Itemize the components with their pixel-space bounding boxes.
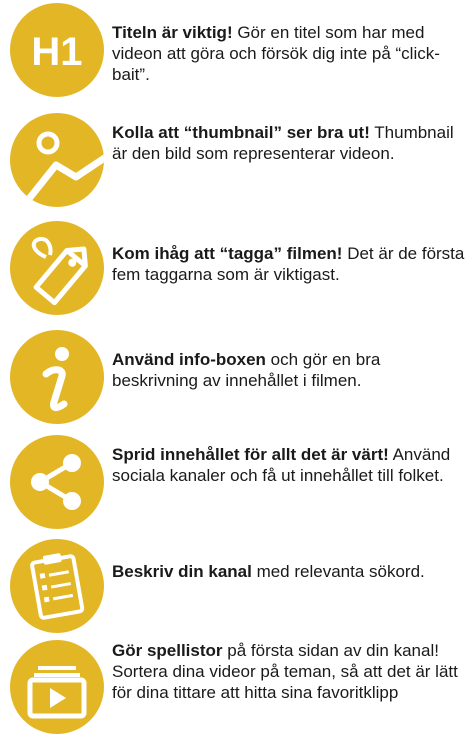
tip-body: Thumbnail är den bild som representerar videon. [112, 123, 454, 163]
tip-body: Det är de första fem taggarna som är viktigast. [112, 244, 465, 284]
h1-icon [10, 3, 104, 97]
tip-item [0, 536, 475, 636]
tip-text [112, 122, 470, 164]
tip-heading: Kolla att “thumbnail” ser bra ut! [112, 123, 370, 142]
tip-heading: Sprid innehållet för allt det är värt! [112, 445, 389, 464]
share-icon [10, 435, 104, 529]
tip-item [0, 432, 475, 532]
tip-heading: Gör spellistor [112, 641, 223, 660]
tip-heading: Titeln är viktig! [112, 23, 233, 42]
tip-item [0, 110, 475, 210]
tip-body: med relevanta sökord. [251, 562, 425, 581]
tip-body: på första sidan av din kanal! Sortera dina videor på teman, så att det är lätt för dina tittare att hitta sina favoritklipp [112, 641, 458, 702]
tip-item [0, 637, 475, 737]
tag-icon [10, 221, 104, 315]
tip-heading: Beskriv din kanal [112, 562, 252, 581]
tip-item [0, 327, 475, 427]
tip-text [112, 561, 470, 582]
tip-heading: Använd info-boxen [112, 350, 266, 369]
tip-item [0, 218, 475, 318]
tip-body: Använd sociala kanaler och få ut innehållet till folket. [112, 445, 451, 485]
tip-text [112, 444, 470, 486]
tip-heading: Kom ihåg att “tagga” filmen! [112, 244, 343, 263]
tip-item [0, 0, 475, 100]
image-icon [10, 113, 104, 207]
tip-text [112, 349, 470, 391]
svg-text:H1: H1 [31, 30, 83, 74]
info-icon [10, 330, 104, 424]
tip-body: och gör en bra beskrivning av innehållet i filmen. [112, 350, 381, 390]
playlist-icon [10, 640, 104, 734]
clipboard-icon [10, 539, 104, 633]
tip-text [112, 243, 470, 285]
tip-body: Gör en titel som har med videon att göra och försök dig inte på “click-bait”. [112, 23, 440, 84]
tip-text [112, 640, 470, 703]
tip-text [112, 22, 470, 85]
